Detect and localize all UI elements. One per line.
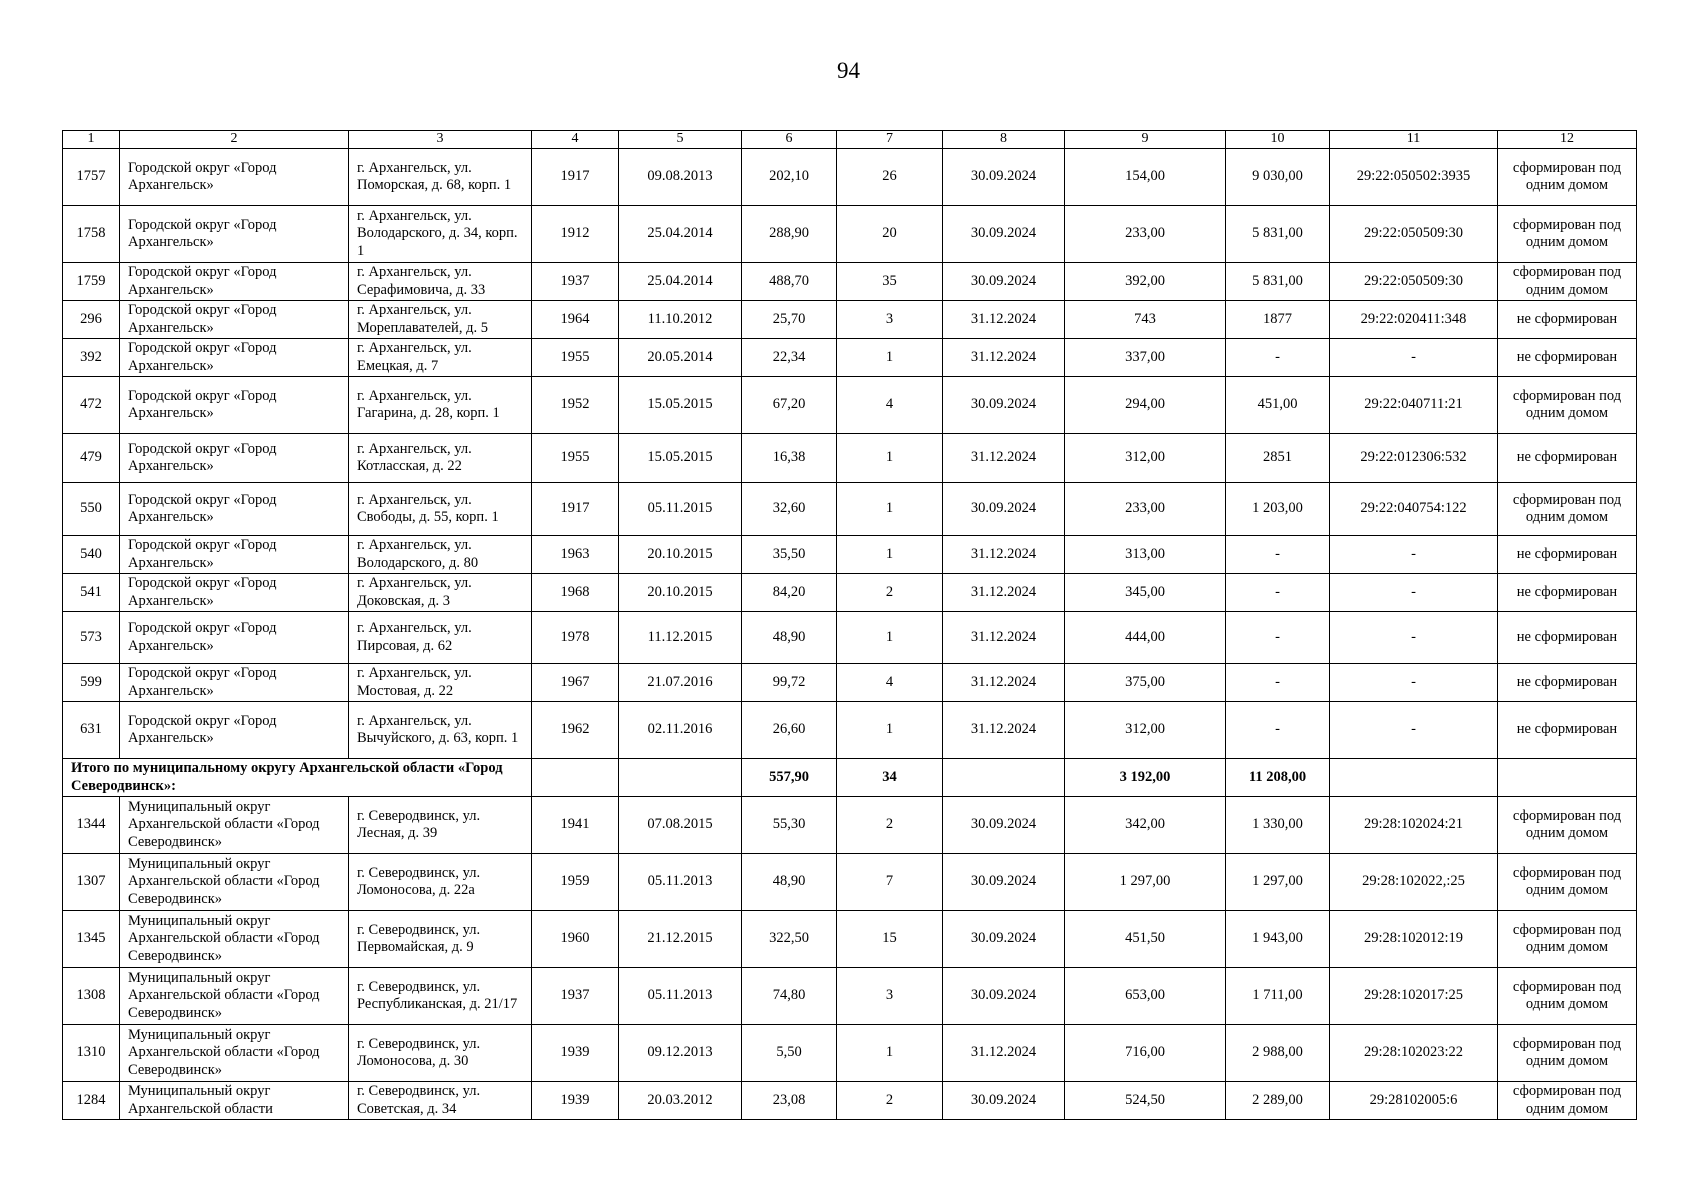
cell-row-number: 296 bbox=[63, 301, 120, 339]
cell-build-year: 1959 bbox=[532, 854, 619, 911]
cell-value-10: - bbox=[1226, 612, 1330, 664]
cell-address: г. Архангельск, ул. Гагарина, д. 28, корп. 1 bbox=[349, 377, 532, 434]
cell-residents: 3 bbox=[837, 301, 943, 339]
cell-cadastral-number: - bbox=[1330, 339, 1498, 377]
cell-row-number: 1284 bbox=[63, 1082, 120, 1120]
cell-row-number: 541 bbox=[63, 574, 120, 612]
cell-row-number: 550 bbox=[63, 483, 120, 536]
cell-area: 84,20 bbox=[742, 574, 837, 612]
cell-cadastral-number: - bbox=[1330, 702, 1498, 759]
cell-build-year: 1937 bbox=[532, 968, 619, 1025]
cell-land-status: не сформирован bbox=[1498, 574, 1637, 612]
cell-residents: 2 bbox=[837, 574, 943, 612]
table-row bbox=[63, 149, 1637, 206]
cell-value-9: 154,00 bbox=[1065, 149, 1226, 206]
cell-address: г. Архангельск, ул. Пирсовая, д. 62 bbox=[349, 612, 532, 664]
cell-value-9: 375,00 bbox=[1065, 664, 1226, 702]
cell-residents: 7 bbox=[837, 854, 943, 911]
housing-registry-table bbox=[62, 130, 1637, 1120]
cell-deadline: 30.09.2024 bbox=[943, 1082, 1065, 1120]
cell-area: 35,50 bbox=[742, 536, 837, 574]
table-row bbox=[63, 664, 1637, 702]
cell-owner: Муниципальный округ Архангельской области «Город Северодвинск» bbox=[120, 854, 349, 911]
cell-cadastral-number: 29:28:102017:25 bbox=[1330, 968, 1498, 1025]
cell-date: 15.05.2015 bbox=[619, 377, 742, 434]
cell-row-number: 1759 bbox=[63, 263, 120, 301]
cell-row-number: 1757 bbox=[63, 149, 120, 206]
cell-cadastral-number: 29:22:050509:30 bbox=[1330, 206, 1498, 263]
cell-deadline: 30.09.2024 bbox=[943, 263, 1065, 301]
cell-build-year: 1963 bbox=[532, 536, 619, 574]
cell-row-number: 540 bbox=[63, 536, 120, 574]
cell-build-year: 1955 bbox=[532, 339, 619, 377]
table-row bbox=[63, 911, 1637, 968]
cell-build-year: 1939 bbox=[532, 1025, 619, 1082]
cell-value-9: 524,50 bbox=[1065, 1082, 1226, 1120]
cell-value-9: 233,00 bbox=[1065, 483, 1226, 536]
cell-address: г. Архангельск, ул. Емецкая, д. 7 bbox=[349, 339, 532, 377]
cell-date: 02.11.2016 bbox=[619, 702, 742, 759]
column-header-1: 1 bbox=[63, 131, 120, 149]
cell-cadastral-number: 29:28:102023:22 bbox=[1330, 1025, 1498, 1082]
cell-land-status: не сформирован bbox=[1498, 612, 1637, 664]
cell-address: г. Северодвинск, ул. Советская, д. 34 bbox=[349, 1082, 532, 1120]
cell-cadastral-number: - bbox=[1330, 536, 1498, 574]
cell-address: г. Архангельск, ул. Доковская, д. 3 bbox=[349, 574, 532, 612]
table-row bbox=[63, 1082, 1637, 1120]
cell-area: 99,72 bbox=[742, 664, 837, 702]
cell-row-number: 472 bbox=[63, 377, 120, 434]
cell-area: 22,34 bbox=[742, 339, 837, 377]
cell-deadline: 31.12.2024 bbox=[943, 1025, 1065, 1082]
cell-date: 05.11.2013 bbox=[619, 854, 742, 911]
cell-cadastral-number: 29:22:040711:21 bbox=[1330, 377, 1498, 434]
cell-value-10: - bbox=[1226, 536, 1330, 574]
cell-build-year: 1939 bbox=[532, 1082, 619, 1120]
cell-residents: 1 bbox=[837, 1025, 943, 1082]
cell-date: 11.10.2012 bbox=[619, 301, 742, 339]
cell-row-number: 1310 bbox=[63, 1025, 120, 1082]
cell-area: 32,60 bbox=[742, 483, 837, 536]
cell-value-9: 345,00 bbox=[1065, 574, 1226, 612]
cell-value-9: 313,00 bbox=[1065, 536, 1226, 574]
cell-build-year: 1917 bbox=[532, 483, 619, 536]
cell-cadastral-number: 29:28:102024:21 bbox=[1330, 797, 1498, 854]
cell-value-9: 392,00 bbox=[1065, 263, 1226, 301]
cell-residents: 1 bbox=[837, 702, 943, 759]
cell-date: 20.10.2015 bbox=[619, 536, 742, 574]
total-cell: 3 192,00 bbox=[1065, 759, 1226, 797]
cell-land-status: сформирован под одним домом bbox=[1498, 854, 1637, 911]
cell-build-year: 1955 bbox=[532, 434, 619, 483]
table-row bbox=[63, 536, 1637, 574]
cell-build-year: 1960 bbox=[532, 911, 619, 968]
cell-cadastral-number: 29:22:040754:122 bbox=[1330, 483, 1498, 536]
cell-value-9: 743 bbox=[1065, 301, 1226, 339]
cell-land-status: сформирован под одним домом bbox=[1498, 149, 1637, 206]
cell-deadline: 31.12.2024 bbox=[943, 702, 1065, 759]
cell-value-10: 2 289,00 bbox=[1226, 1082, 1330, 1120]
cell-residents: 1 bbox=[837, 612, 943, 664]
cell-value-9: 312,00 bbox=[1065, 702, 1226, 759]
cell-value-10: 5 831,00 bbox=[1226, 263, 1330, 301]
cell-address: г. Архангельск, ул. Серафимовича, д. 33 bbox=[349, 263, 532, 301]
cell-date: 05.11.2013 bbox=[619, 968, 742, 1025]
cell-area: 322,50 bbox=[742, 911, 837, 968]
cell-value-9: 233,00 bbox=[1065, 206, 1226, 263]
cell-deadline: 30.09.2024 bbox=[943, 968, 1065, 1025]
cell-land-status: сформирован под одним домом bbox=[1498, 483, 1637, 536]
cell-date: 05.11.2015 bbox=[619, 483, 742, 536]
cell-value-10: - bbox=[1226, 339, 1330, 377]
cell-residents: 2 bbox=[837, 797, 943, 854]
total-cell: 34 bbox=[837, 759, 943, 797]
cell-cadastral-number: 29:22:050502:3935 bbox=[1330, 149, 1498, 206]
cell-owner: Муниципальный округ Архангельской области «Город Северодвинск» bbox=[120, 911, 349, 968]
cell-build-year: 1967 bbox=[532, 664, 619, 702]
cell-row-number: 1308 bbox=[63, 968, 120, 1025]
cell-build-year: 1937 bbox=[532, 263, 619, 301]
cell-address: г. Архангельск, ул. Вычуйского, д. 63, корп. 1 bbox=[349, 702, 532, 759]
table-row bbox=[63, 574, 1637, 612]
cell-residents: 26 bbox=[837, 149, 943, 206]
cell-owner: Городской округ «Город Архангельск» bbox=[120, 377, 349, 434]
column-header-3: 3 bbox=[349, 131, 532, 149]
cell-owner: Городской округ «Город Архангельск» bbox=[120, 574, 349, 612]
cell-address: г. Архангельск, ул. Мостовая, д. 22 bbox=[349, 664, 532, 702]
table-row bbox=[63, 263, 1637, 301]
cell-build-year: 1962 bbox=[532, 702, 619, 759]
table-row bbox=[63, 483, 1637, 536]
table-body bbox=[63, 149, 1637, 1120]
cell-owner: Муниципальный округ Архангельской области bbox=[120, 1082, 349, 1120]
cell-address: г. Северодвинск, ул. Первомайская, д. 9 bbox=[349, 911, 532, 968]
cell-value-10: 2851 bbox=[1226, 434, 1330, 483]
cell-land-status: сформирован под одним домом bbox=[1498, 911, 1637, 968]
cell-row-number: 1758 bbox=[63, 206, 120, 263]
cell-deadline: 31.12.2024 bbox=[943, 301, 1065, 339]
cell-deadline: 31.12.2024 bbox=[943, 536, 1065, 574]
cell-cadastral-number: 29:28:102012:19 bbox=[1330, 911, 1498, 968]
cell-date: 25.04.2014 bbox=[619, 263, 742, 301]
total-cell bbox=[943, 759, 1065, 797]
column-header-6: 6 bbox=[742, 131, 837, 149]
table-row bbox=[63, 434, 1637, 483]
table-row bbox=[63, 206, 1637, 263]
cell-value-10: - bbox=[1226, 664, 1330, 702]
cell-value-10: 1 203,00 bbox=[1226, 483, 1330, 536]
table-row bbox=[63, 854, 1637, 911]
cell-land-status: сформирован под одним домом bbox=[1498, 206, 1637, 263]
column-header-10: 10 bbox=[1226, 131, 1330, 149]
cell-land-status: не сформирован bbox=[1498, 301, 1637, 339]
page-number: 94 bbox=[837, 58, 860, 83]
cell-deadline: 30.09.2024 bbox=[943, 483, 1065, 536]
table-row bbox=[63, 377, 1637, 434]
cell-area: 74,80 bbox=[742, 968, 837, 1025]
total-cell bbox=[532, 759, 619, 797]
table-row bbox=[63, 797, 1637, 854]
column-header-5: 5 bbox=[619, 131, 742, 149]
cell-value-10: 1877 bbox=[1226, 301, 1330, 339]
total-cell: 11 208,00 bbox=[1226, 759, 1330, 797]
cell-row-number: 479 bbox=[63, 434, 120, 483]
cell-build-year: 1952 bbox=[532, 377, 619, 434]
cell-date: 25.04.2014 bbox=[619, 206, 742, 263]
cell-owner: Муниципальный округ Архангельской области «Город Северодвинск» bbox=[120, 1025, 349, 1082]
cell-area: 23,08 bbox=[742, 1082, 837, 1120]
cell-owner: Городской округ «Город Архангельск» bbox=[120, 536, 349, 574]
cell-area: 48,90 bbox=[742, 612, 837, 664]
cell-date: 20.03.2012 bbox=[619, 1082, 742, 1120]
cell-deadline: 30.09.2024 bbox=[943, 854, 1065, 911]
cell-residents: 35 bbox=[837, 263, 943, 301]
cell-value-10: - bbox=[1226, 574, 1330, 612]
cell-value-9: 444,00 bbox=[1065, 612, 1226, 664]
cell-deadline: 30.09.2024 bbox=[943, 206, 1065, 263]
cell-residents: 4 bbox=[837, 664, 943, 702]
cell-owner: Городской округ «Город Архангельск» bbox=[120, 339, 349, 377]
cell-value-10: 1 297,00 bbox=[1226, 854, 1330, 911]
cell-value-10: 1 330,00 bbox=[1226, 797, 1330, 854]
cell-date: 09.08.2013 bbox=[619, 149, 742, 206]
cell-value-10: 5 831,00 bbox=[1226, 206, 1330, 263]
cell-deadline: 30.09.2024 bbox=[943, 911, 1065, 968]
cell-land-status: сформирован под одним домом bbox=[1498, 968, 1637, 1025]
cell-land-status: не сформирован bbox=[1498, 434, 1637, 483]
cell-build-year: 1978 bbox=[532, 612, 619, 664]
cell-build-year: 1941 bbox=[532, 797, 619, 854]
cell-build-year: 1912 bbox=[532, 206, 619, 263]
cell-address: г. Архангельск, ул. Котласская, д. 22 bbox=[349, 434, 532, 483]
cell-value-9: 342,00 bbox=[1065, 797, 1226, 854]
cell-owner: Муниципальный округ Архангельской области «Город Северодвинск» bbox=[120, 797, 349, 854]
cell-deadline: 31.12.2024 bbox=[943, 612, 1065, 664]
cell-row-number: 392 bbox=[63, 339, 120, 377]
cell-area: 26,60 bbox=[742, 702, 837, 759]
cell-value-9: 716,00 bbox=[1065, 1025, 1226, 1082]
cell-cadastral-number: 29:28102005:6 bbox=[1330, 1082, 1498, 1120]
cell-date: 09.12.2013 bbox=[619, 1025, 742, 1082]
total-cell: 557,90 bbox=[742, 759, 837, 797]
cell-value-10: 2 988,00 bbox=[1226, 1025, 1330, 1082]
cell-row-number: 1345 bbox=[63, 911, 120, 968]
cell-date: 20.10.2015 bbox=[619, 574, 742, 612]
table-row bbox=[63, 612, 1637, 664]
cell-date: 20.05.2014 bbox=[619, 339, 742, 377]
cell-date: 21.07.2016 bbox=[619, 664, 742, 702]
cell-deadline: 30.09.2024 bbox=[943, 377, 1065, 434]
cell-cadastral-number: - bbox=[1330, 612, 1498, 664]
cell-area: 48,90 bbox=[742, 854, 837, 911]
cell-land-status: сформирован под одним домом bbox=[1498, 1082, 1637, 1120]
cell-value-9: 337,00 bbox=[1065, 339, 1226, 377]
cell-value-9: 451,50 bbox=[1065, 911, 1226, 968]
cell-owner: Городской округ «Город Архангельск» bbox=[120, 434, 349, 483]
cell-row-number: 1307 bbox=[63, 854, 120, 911]
cell-owner: Городской округ «Город Архангельск» bbox=[120, 149, 349, 206]
cell-cadastral-number: 29:22:020411:348 bbox=[1330, 301, 1498, 339]
table-row bbox=[63, 702, 1637, 759]
cell-land-status: не сформирован bbox=[1498, 339, 1637, 377]
cell-value-10: 1 943,00 bbox=[1226, 911, 1330, 968]
cell-deadline: 31.12.2024 bbox=[943, 434, 1065, 483]
cell-residents: 2 bbox=[837, 1082, 943, 1120]
cell-area: 25,70 bbox=[742, 301, 837, 339]
cell-row-number: 1344 bbox=[63, 797, 120, 854]
cell-residents: 15 bbox=[837, 911, 943, 968]
cell-area: 202,10 bbox=[742, 149, 837, 206]
column-header-9: 9 bbox=[1065, 131, 1226, 149]
cell-residents: 1 bbox=[837, 434, 943, 483]
cell-row-number: 599 bbox=[63, 664, 120, 702]
cell-row-number: 631 bbox=[63, 702, 120, 759]
cell-residents: 4 bbox=[837, 377, 943, 434]
cell-area: 67,20 bbox=[742, 377, 837, 434]
cell-date: 11.12.2015 bbox=[619, 612, 742, 664]
cell-value-9: 312,00 bbox=[1065, 434, 1226, 483]
cell-owner: Городской округ «Город Архангельск» bbox=[120, 263, 349, 301]
total-cell bbox=[1498, 759, 1637, 797]
cell-residents: 1 bbox=[837, 536, 943, 574]
total-row bbox=[63, 759, 1637, 797]
cell-build-year: 1917 bbox=[532, 149, 619, 206]
cell-row-number: 573 bbox=[63, 612, 120, 664]
cell-cadastral-number: 29:28:102022,:25 bbox=[1330, 854, 1498, 911]
cell-area: 55,30 bbox=[742, 797, 837, 854]
cell-build-year: 1968 bbox=[532, 574, 619, 612]
table-row bbox=[63, 968, 1637, 1025]
cell-land-status: сформирован под одним домом bbox=[1498, 797, 1637, 854]
cell-value-10: 451,00 bbox=[1226, 377, 1330, 434]
cell-value-10: 9 030,00 bbox=[1226, 149, 1330, 206]
cell-area: 488,70 bbox=[742, 263, 837, 301]
cell-land-status: сформирован под одним домом bbox=[1498, 1025, 1637, 1082]
table-row bbox=[63, 301, 1637, 339]
cell-deadline: 31.12.2024 bbox=[943, 664, 1065, 702]
column-header-2: 2 bbox=[120, 131, 349, 149]
cell-owner: Городской округ «Город Архангельск» bbox=[120, 301, 349, 339]
cell-land-status: не сформирован bbox=[1498, 702, 1637, 759]
column-number-row bbox=[63, 131, 1637, 149]
cell-date: 15.05.2015 bbox=[619, 434, 742, 483]
cell-residents: 20 bbox=[837, 206, 943, 263]
cell-cadastral-number: - bbox=[1330, 574, 1498, 612]
cell-value-10: 1 711,00 bbox=[1226, 968, 1330, 1025]
cell-owner: Городской округ «Город Архангельск» bbox=[120, 483, 349, 536]
cell-address: г. Архангельск, ул. Поморская, д. 68, корп. 1 bbox=[349, 149, 532, 206]
cell-cadastral-number: 29:22:012306:532 bbox=[1330, 434, 1498, 483]
column-header-12: 12 bbox=[1498, 131, 1637, 149]
table-row bbox=[63, 339, 1637, 377]
total-cell bbox=[619, 759, 742, 797]
cell-residents: 3 bbox=[837, 968, 943, 1025]
cell-area: 16,38 bbox=[742, 434, 837, 483]
cell-deadline: 30.09.2024 bbox=[943, 149, 1065, 206]
cell-value-9: 1 297,00 bbox=[1065, 854, 1226, 911]
cell-residents: 1 bbox=[837, 339, 943, 377]
column-header-4: 4 bbox=[532, 131, 619, 149]
cell-address: г. Архангельск, ул. Свободы, д. 55, корп. 1 bbox=[349, 483, 532, 536]
column-header-8: 8 bbox=[943, 131, 1065, 149]
cell-land-status: сформирован под одним домом bbox=[1498, 263, 1637, 301]
cell-address: г. Архангельск, ул. Мореплавателей, д. 5 bbox=[349, 301, 532, 339]
cell-address: г. Северодвинск, ул. Ломоносова, д. 22а bbox=[349, 854, 532, 911]
cell-value-10: - bbox=[1226, 702, 1330, 759]
cell-address: г. Архангельск, ул. Володарского, д. 34, корп. 1 bbox=[349, 206, 532, 263]
cell-area: 288,90 bbox=[742, 206, 837, 263]
cell-owner: Городской округ «Город Архангельск» bbox=[120, 664, 349, 702]
cell-land-status: не сформирован bbox=[1498, 664, 1637, 702]
cell-build-year: 1964 bbox=[532, 301, 619, 339]
cell-deadline: 30.09.2024 bbox=[943, 797, 1065, 854]
cell-cadastral-number: 29:22:050509:30 bbox=[1330, 263, 1498, 301]
cell-cadastral-number: - bbox=[1330, 664, 1498, 702]
cell-address: г. Северодвинск, ул. Лесная, д. 39 bbox=[349, 797, 532, 854]
cell-residents: 1 bbox=[837, 483, 943, 536]
cell-owner: Городской округ «Город Архангельск» bbox=[120, 612, 349, 664]
cell-owner: Муниципальный округ Архангельской области «Город Северодвинск» bbox=[120, 968, 349, 1025]
total-cell bbox=[1330, 759, 1498, 797]
cell-owner: Городской округ «Город Архангельск» bbox=[120, 206, 349, 263]
cell-land-status: не сформирован bbox=[1498, 536, 1637, 574]
total-label: Итого по муниципальному округу Архангельской области «Город Северодвинск»: bbox=[63, 759, 532, 797]
cell-date: 07.08.2015 bbox=[619, 797, 742, 854]
cell-address: г. Архангельск, ул. Володарского, д. 80 bbox=[349, 536, 532, 574]
column-header-11: 11 bbox=[1330, 131, 1498, 149]
cell-value-9: 653,00 bbox=[1065, 968, 1226, 1025]
cell-area: 5,50 bbox=[742, 1025, 837, 1082]
cell-deadline: 31.12.2024 bbox=[943, 574, 1065, 612]
cell-owner: Городской округ «Город Архангельск» bbox=[120, 702, 349, 759]
cell-date: 21.12.2015 bbox=[619, 911, 742, 968]
cell-deadline: 31.12.2024 bbox=[943, 339, 1065, 377]
column-header-7: 7 bbox=[837, 131, 943, 149]
cell-land-status: сформирован под одним домом bbox=[1498, 377, 1637, 434]
cell-value-9: 294,00 bbox=[1065, 377, 1226, 434]
cell-address: г. Северодвинск, ул. Ломоносова, д. 30 bbox=[349, 1025, 532, 1082]
cell-address: г. Северодвинск, ул. Республиканская, д. 21/17 bbox=[349, 968, 532, 1025]
table-row bbox=[63, 1025, 1637, 1082]
